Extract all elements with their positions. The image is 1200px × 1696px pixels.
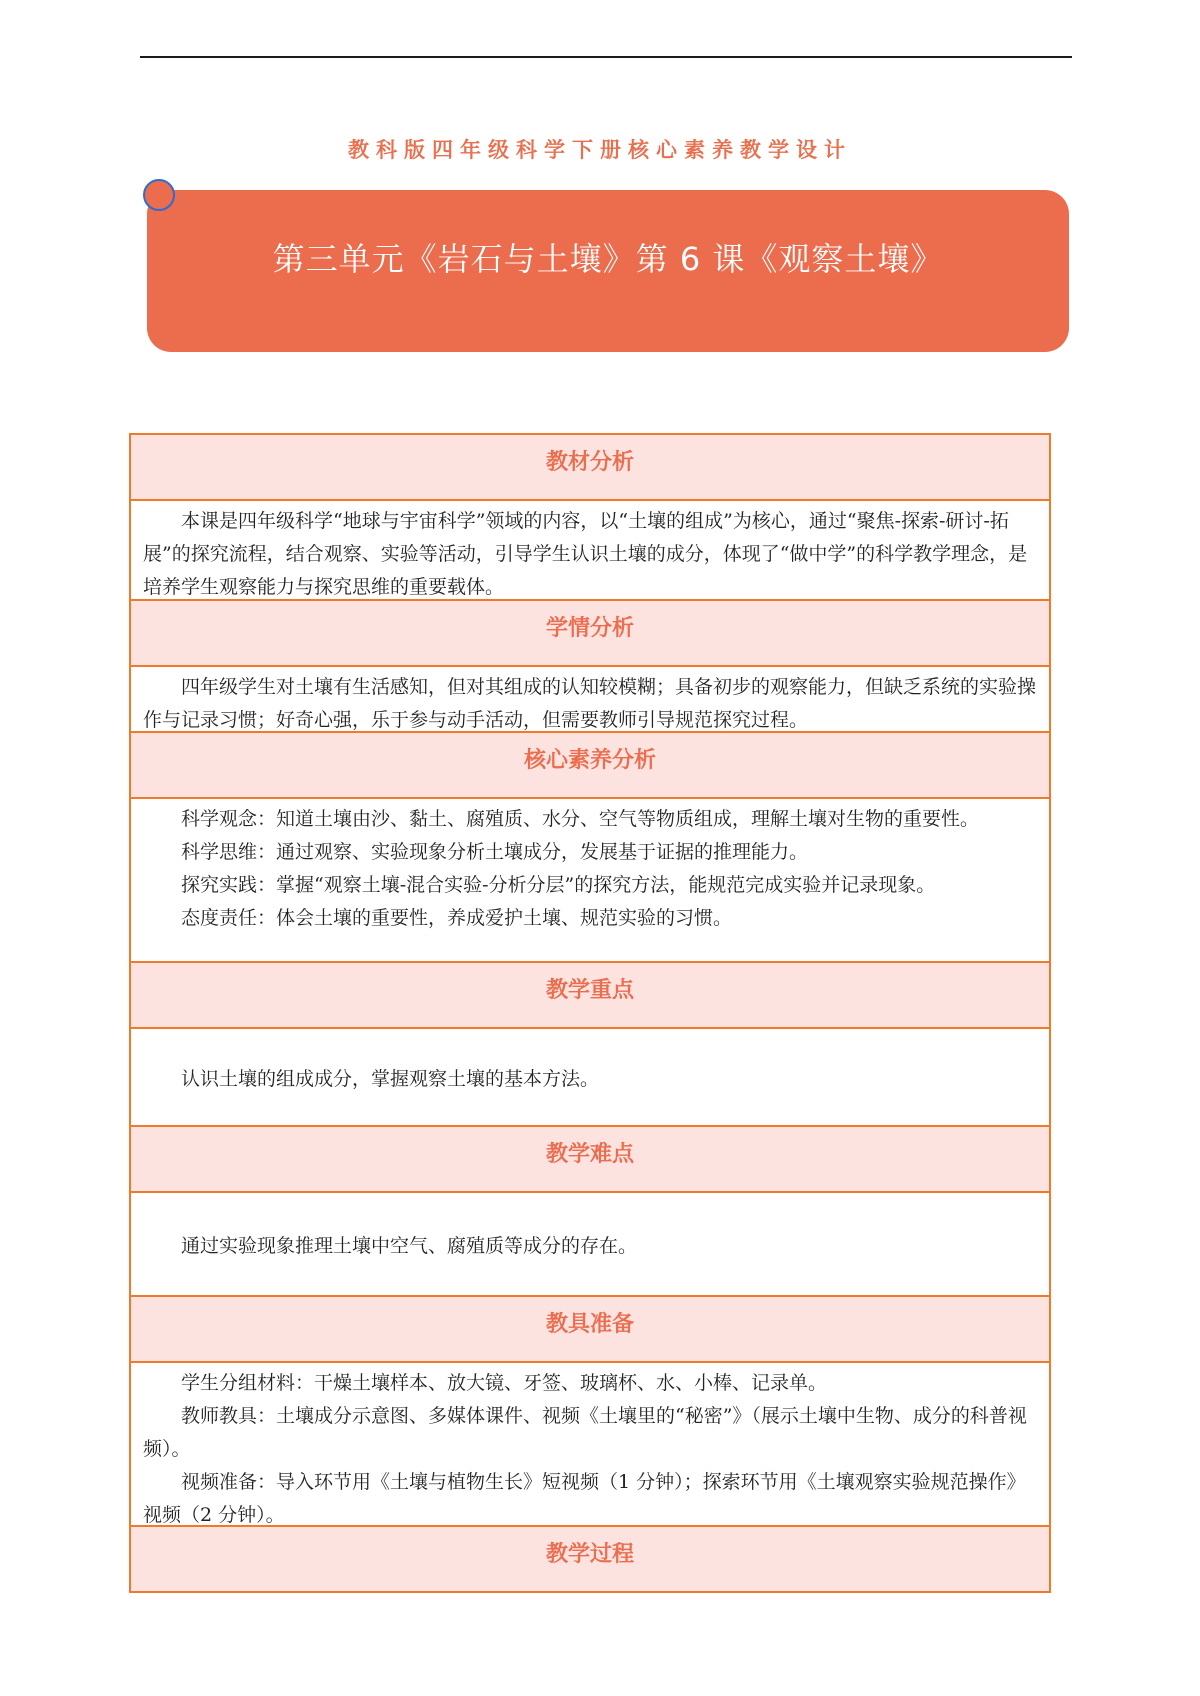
section-body-textbook-analysis: [131, 501, 1049, 601]
section-heading-materials: 教具准备: [131, 1297, 1049, 1363]
paragraph: 态度责任：体会土壤的重要性，养成爱护土壤、规范实验的习惯。: [181, 907, 733, 929]
section-body-key-points: [131, 1029, 1049, 1127]
paragraph: 通过实验现象推理土壤中空气、腐殖质等成分的存在。: [181, 1234, 638, 1257]
section-heading-student-analysis: 学情分析: [131, 601, 1049, 667]
paragraph: 认识土壤的组成成分，掌握观察土壤的基本方法。: [181, 1067, 600, 1090]
section-heading-core-literacy: 核心素养分析: [131, 733, 1049, 799]
paragraph: 科学思维：通过观察、实验现象分析土壤成分，发展基于证据的推理能力。: [181, 841, 809, 863]
section-body-core-literacy: [131, 799, 1049, 963]
series-title: 教科版四年级科学下册核心素养教学设计: [348, 138, 852, 162]
section-heading-key-points: 教学重点: [131, 963, 1049, 1029]
banner-dot-icon: [143, 179, 175, 211]
section-heading-teaching-process: 教学过程: [131, 1527, 1049, 1591]
paragraph: 教师教具：土壤成分示意图、多媒体课件、视频《土壤里的“秘密”》（展示土壤中生物、成分的科普视频）。: [143, 1405, 1027, 1460]
paragraph: 视频准备：导入环节用《土壤与植物生长》短视频（1 分钟）；探索环节用《土壤观察实验规范操作》视频（2 分钟）。: [143, 1471, 1026, 1526]
lesson-design-table: [129, 433, 1051, 1593]
section-body-materials: [131, 1363, 1049, 1527]
lesson-banner: [147, 190, 1069, 352]
section-heading-difficulties: 教学难点: [131, 1127, 1049, 1193]
paragraph: 探究实践：掌握“观察土壤-混合实验-分析分层”的探究方法，能规范完成实验并记录现象。: [181, 874, 936, 896]
top-rule: [140, 56, 1072, 58]
section-body-student-analysis: [131, 667, 1049, 733]
lesson-title: 第三单元《岩石与土壤》第 6 课《观察土壤》: [272, 240, 944, 278]
paragraph: 本课是四年级科学“地球与宇宙科学”领域的内容，以“土壤的组成”为核心，通过“聚焦-探索-研讨-拓展”的探究流程，结合观察、实验等活动，引导学生认识土壤的成分，体现了“做中学”的科学教学理念，是培养学生观察能力与探究思维的重要载体。: [143, 510, 1028, 598]
section-heading-textbook-analysis: 教材分析: [131, 435, 1049, 501]
paragraph: 四年级学生对土壤有生活感知，但对其组成的认知较模糊；具备初步的观察能力，但缺乏系统的实验操作与记录习惯；好奇心强，乐于参与动手活动，但需要教师引导规范探究过程。: [143, 676, 1037, 731]
paragraph: 科学观念：知道土壤由沙、黏土、腐殖质、水分、空气等物质组成，理解土壤对生物的重要性。: [181, 808, 980, 830]
paragraph: 学生分组材料：干燥土壤样本、放大镜、牙签、玻璃杯、水、小棒、记录单。: [181, 1372, 828, 1394]
section-body-difficulties: [131, 1193, 1049, 1297]
